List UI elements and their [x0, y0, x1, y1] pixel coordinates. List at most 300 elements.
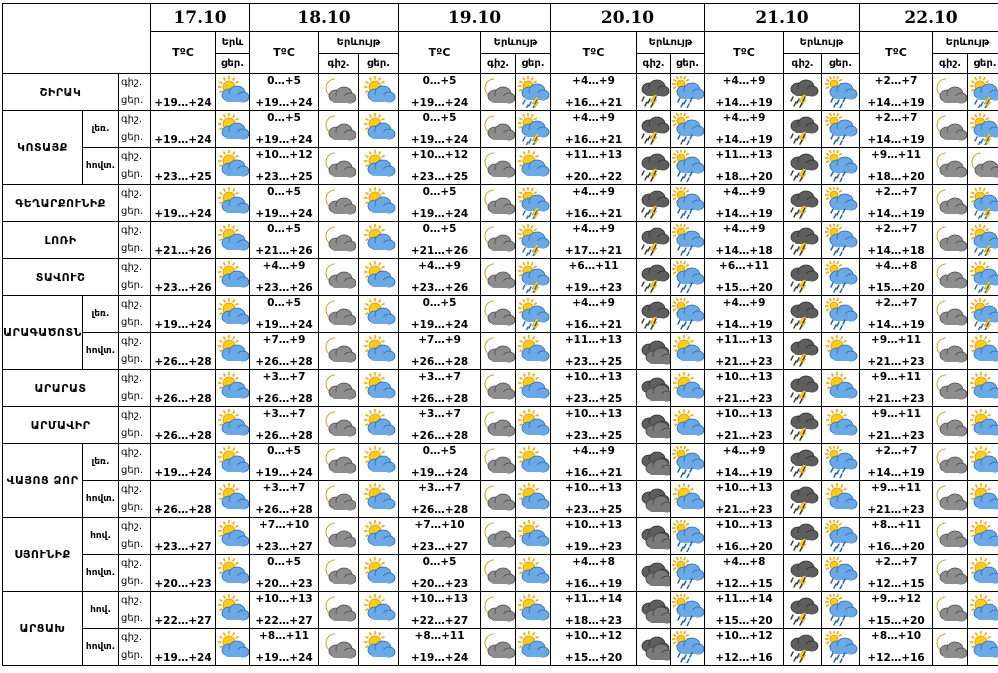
day-temperature: +15…+20: [715, 282, 773, 294]
sun-cloud-icon: [359, 74, 399, 111]
region-name: ԱՐՄԱՎԻՐ: [3, 407, 119, 444]
sun-cloud-icon: [516, 370, 551, 407]
night-temperature: +4…+9: [262, 260, 306, 272]
table-row: [3, 148, 998, 185]
temperature-cell: [151, 518, 216, 555]
rain-cloud-icon: [671, 444, 705, 481]
sun-cloud-icon: [359, 259, 399, 296]
sun-cloud-icon: [516, 333, 551, 370]
moon-cloud-icon: [319, 481, 359, 518]
storm-dark-icon: [784, 518, 822, 555]
temperature-cell: [705, 259, 784, 296]
temperature-cell: [860, 259, 933, 296]
night-label: գիշ.: [121, 151, 143, 162]
night-temperature: 0…+5: [422, 112, 457, 124]
rain-cloud-icon: [671, 74, 705, 111]
rain-cloud-icon: [671, 555, 705, 592]
night-temperature: 0…+5: [422, 223, 457, 235]
day-temperature: +20…+23: [255, 578, 313, 590]
night-temperature: +8…+11: [259, 630, 310, 642]
storm-dark-icon: [637, 74, 671, 111]
day-temperature: +19…+24: [410, 467, 469, 479]
zone-label: հովտ.: [83, 555, 119, 592]
night-temperature: +10…+13: [715, 408, 773, 420]
night-temperature: +4…+9: [722, 186, 766, 198]
day-temperature: +18…+20: [867, 171, 925, 183]
night-temperature: +4…+9: [722, 112, 766, 124]
temperature-cell: [551, 555, 637, 592]
temperature-cell: [551, 444, 637, 481]
day-temperature: +21…+23: [715, 504, 773, 516]
night-temperature: 0…+5: [267, 75, 301, 87]
dark-cloud-icon: [637, 444, 671, 481]
rain-cloud-icon: [822, 222, 860, 259]
temperature-cell: [250, 518, 319, 555]
day-temperature: +23…+27: [410, 541, 469, 553]
storm-sun-icon: [516, 185, 551, 222]
temperature-cell: [399, 592, 481, 629]
day-temperature: +19…+24: [255, 467, 313, 479]
night-label: գիշ.: [121, 336, 143, 347]
weather-header: Երևույթ: [933, 32, 998, 54]
night-temperature: +9…+12: [871, 593, 922, 605]
day-label: ցեր.: [121, 465, 144, 476]
moon-cloud-icon: [481, 592, 516, 629]
day-temperature: +26…+28: [255, 430, 313, 442]
storm-dark-icon: [784, 74, 822, 111]
day-temperature: +19…+24: [410, 208, 469, 220]
sun-cloud-icon: [968, 555, 998, 592]
day-temperature: +19…+24: [154, 97, 212, 109]
night-temperature: +8…+11: [871, 519, 922, 531]
night-temperature: +4…+9: [572, 297, 615, 309]
day-temperature: +26…+28: [255, 393, 313, 405]
day-temperature: +16…+20: [715, 541, 773, 553]
zone-label: հովտ.: [83, 148, 119, 185]
temperature-cell: [705, 111, 784, 148]
table-row: [3, 370, 998, 407]
moon-cloud-icon: [319, 444, 359, 481]
day-temperature: +23…+26: [154, 282, 212, 294]
night-label: գիշ.: [121, 558, 143, 569]
sun-cloud-icon: [516, 481, 551, 518]
storm-sun-icon: [968, 296, 998, 333]
night-header: գիշ.: [319, 54, 359, 74]
temperature-cell: [705, 518, 784, 555]
night-temperature: +6…+11: [719, 260, 770, 272]
table-row: [3, 407, 998, 444]
rain-cloud-icon: [671, 518, 705, 555]
rain-cloud-icon: [822, 518, 860, 555]
night-label: գիշ.: [121, 595, 143, 606]
night-label: գիշ.: [121, 410, 143, 421]
day-temperature: +14…+19: [867, 134, 925, 146]
temperature-cell: [860, 407, 933, 444]
night-temperature: +2…+7: [874, 75, 918, 87]
temperature-cell: [151, 111, 216, 148]
sun-cloud-icon: [516, 444, 551, 481]
temperature-cell: [399, 259, 481, 296]
temperature-cell: [551, 222, 637, 259]
storm-dark-icon: [784, 185, 822, 222]
temperature-cell: [151, 444, 216, 481]
night-day-labels: [119, 333, 151, 370]
storm-dark-icon: [637, 111, 671, 148]
night-temperature: +8…+11: [414, 630, 465, 642]
night-header: գիշ.: [481, 54, 516, 74]
night-temperature: +11…+13: [564, 334, 623, 346]
night-day-labels: [119, 370, 151, 407]
zone-label: լեռ.: [83, 296, 119, 333]
moon-cloud-icon: [481, 333, 516, 370]
temperature-cell: [705, 185, 784, 222]
sun-cloud-icon: [359, 592, 399, 629]
day-temperature: +21…+23: [715, 393, 773, 405]
table-row: [3, 629, 998, 666]
night-temperature: 0…+5: [267, 556, 301, 568]
rain-cloud-icon: [671, 296, 705, 333]
day-temperature: +14…+19: [867, 467, 925, 479]
day-temperature: +14…+19: [867, 208, 925, 220]
day-temperature: +23…+25: [154, 171, 212, 183]
night-temperature: +9…+11: [871, 149, 922, 161]
temperature-cell: [399, 407, 481, 444]
sun-cloud-icon: [359, 222, 399, 259]
temperature-cell: [551, 629, 637, 666]
temperature-cell: [705, 296, 784, 333]
moon-cloud-icon: [319, 407, 359, 444]
date-header: 21.10: [705, 4, 860, 32]
day-temperature: +26…+28: [255, 504, 313, 516]
temperature-cell: [860, 296, 933, 333]
table-row: [3, 296, 998, 333]
sun-cloud-icon: [671, 333, 705, 370]
rain-cloud-icon: [671, 148, 705, 185]
sun-cloud-icon: [216, 481, 250, 518]
day-temperature: +26…+28: [410, 504, 469, 516]
day-temperature: +16…+21: [564, 208, 623, 220]
region-name: ԱՐՑԱԽ: [3, 592, 83, 666]
sun-cloud-icon: [216, 296, 250, 333]
moon-cloud-icon: [319, 555, 359, 592]
storm-sun-icon: [968, 222, 998, 259]
temperature-cell: [250, 333, 319, 370]
temp-header: TºC: [151, 32, 216, 74]
temperature-cell: [399, 518, 481, 555]
day-temperature: +14…+19: [715, 467, 773, 479]
day-temperature: +19…+24: [410, 97, 469, 109]
rain-cloud-icon: [822, 629, 860, 666]
rain-cloud-icon: [822, 74, 860, 111]
moon-cloud-icon: [933, 592, 968, 629]
temperature-cell: [705, 222, 784, 259]
moon-cloud-icon: [481, 148, 516, 185]
moon-cloud-icon: [319, 296, 359, 333]
night-temperature: +3…+7: [262, 482, 306, 494]
sun-cloud-icon: [968, 629, 998, 666]
night-label: գիշ.: [121, 262, 143, 273]
day-temperature: +22…+27: [154, 615, 212, 627]
night-temperature: +7…+10: [259, 519, 310, 531]
temperature-cell: [399, 148, 481, 185]
sun-cloud-icon: [216, 592, 250, 629]
day-temperature: +23…+25: [255, 171, 313, 183]
day-temperature: +19…+24: [154, 208, 212, 220]
moon-cloud-icon: [481, 629, 516, 666]
storm-dark-icon: [784, 259, 822, 296]
day-temperature: +20…+23: [410, 578, 469, 590]
region-name: ՏԱՎՈՒՇ: [3, 259, 119, 296]
night-label: գիշ.: [121, 447, 143, 458]
night-temperature: +4…+9: [572, 112, 615, 124]
moon-cloud-icon: [319, 222, 359, 259]
day-temperature: +14…+19: [715, 319, 773, 331]
day-label: ցեր.: [121, 428, 144, 439]
temperature-cell: [860, 370, 933, 407]
temperature-cell: [860, 111, 933, 148]
day-temperature: +23…+26: [255, 282, 313, 294]
night-label: գիշ.: [121, 484, 143, 495]
sun-cloud-icon: [216, 148, 250, 185]
night-temperature: +10…+13: [715, 371, 773, 383]
moon-cloud-icon: [319, 370, 359, 407]
sun-cloud-icon: [216, 407, 250, 444]
temperature-cell: [551, 407, 637, 444]
region-name: ԳԵՂԱՐՔՈՒՆԻՔ: [3, 185, 119, 222]
weather-header: Երևույթ: [319, 32, 399, 54]
forecast-table: [2, 3, 998, 666]
day-temperature: +19…+23: [564, 282, 623, 294]
storm-dark-icon: [637, 148, 671, 185]
day-temperature: +16…+21: [564, 319, 623, 331]
temp-header: TºC: [551, 32, 637, 74]
rain-cloud-icon: [822, 148, 860, 185]
sun-cloud-icon: [671, 481, 705, 518]
rain-cloud-icon: [822, 592, 860, 629]
storm-dark-icon: [784, 111, 822, 148]
night-temperature: 0…+5: [422, 75, 457, 87]
day-temperature: +21…+23: [867, 393, 925, 405]
temperature-cell: [250, 592, 319, 629]
day-label: ցեր.: [121, 391, 144, 402]
night-temperature: +7…+10: [414, 519, 465, 531]
zone-label: հովտ.: [83, 481, 119, 518]
day-header: ցեր.: [516, 54, 551, 74]
day-temperature: +12…+16: [715, 652, 773, 664]
sun-cloud-icon: [671, 407, 705, 444]
sun-cloud-icon: [516, 407, 551, 444]
day-temperature: +15…+20: [564, 652, 623, 664]
day-temperature: +14…+18: [715, 245, 773, 257]
sun-cloud-icon: [216, 185, 250, 222]
day-temperature: +12…+15: [715, 578, 773, 590]
temperature-cell: [705, 592, 784, 629]
temperature-cell: [860, 481, 933, 518]
day-temperature: +19…+24: [255, 97, 313, 109]
sun-cloud-icon: [216, 259, 250, 296]
temperature-cell: [399, 222, 481, 259]
temperature-cell: [399, 296, 481, 333]
day-label: ցեր.: [121, 317, 144, 328]
day-temperature: +21…+26: [255, 245, 313, 257]
moon-cloud-icon: [481, 222, 516, 259]
day-temperature: +23…+25: [410, 171, 469, 183]
sun-cloud-icon: [516, 518, 551, 555]
zone-label: լեռ.: [83, 444, 119, 481]
day-temperature: +14…+19: [867, 319, 925, 331]
moon-cloud-icon: [968, 148, 998, 185]
date-header: 20.10: [551, 4, 705, 32]
temperature-cell: [151, 296, 216, 333]
night-temperature: +10…+13: [715, 482, 773, 494]
temperature-cell: [551, 592, 637, 629]
rain-cloud-icon: [671, 629, 705, 666]
night-temperature: 0…+5: [422, 445, 457, 457]
night-temperature: +4…+9: [722, 223, 766, 235]
night-temperature: +2…+7: [874, 445, 918, 457]
temperature-cell: [250, 370, 319, 407]
night-temperature: +2…+7: [874, 112, 918, 124]
sun-cloud-icon: [822, 407, 860, 444]
moon-cloud-icon: [933, 555, 968, 592]
night-label: գիշ.: [121, 77, 143, 88]
table-row: [3, 592, 998, 629]
moon-cloud-icon: [933, 259, 968, 296]
night-temperature: 0…+5: [422, 556, 457, 568]
day-temperature: +15…+20: [715, 615, 773, 627]
night-temperature: +4…+8: [874, 260, 918, 272]
temperature-cell: [151, 481, 216, 518]
day-header: ցեր.: [671, 54, 705, 74]
moon-cloud-icon: [933, 444, 968, 481]
moon-cloud-icon: [481, 185, 516, 222]
temperature-cell: [551, 481, 637, 518]
day-label: ցեր.: [121, 132, 144, 143]
night-label: գիշ.: [121, 373, 143, 384]
storm-sun-icon: [968, 74, 998, 111]
day-header: ցեր.: [968, 54, 998, 74]
table-row: [3, 74, 998, 111]
night-temperature: +10…+12: [255, 149, 313, 161]
day-temperature: +21…+23: [867, 504, 925, 516]
sun-cloud-icon: [968, 370, 998, 407]
day-temperature: +14…+19: [715, 208, 773, 220]
sun-cloud-icon: [822, 333, 860, 370]
day-temperature: +21…+23: [715, 430, 773, 442]
day-temperature: +19…+24: [255, 319, 313, 331]
day-temperature: +16…+21: [564, 97, 623, 109]
day-temperature: +21…+26: [154, 245, 212, 257]
dark-cloud-icon: [637, 555, 671, 592]
day-label: ցեր.: [121, 502, 144, 513]
day-header: ցեր.: [822, 54, 860, 74]
temperature-cell: [860, 518, 933, 555]
night-temperature: +4…+9: [722, 75, 766, 87]
storm-dark-icon: [784, 333, 822, 370]
night-temperature: +7…+9: [262, 334, 306, 346]
night-temperature: +8…+10: [871, 630, 922, 642]
night-temperature: +3…+7: [418, 408, 461, 420]
sun-cloud-icon: [216, 74, 250, 111]
storm-dark-icon: [784, 296, 822, 333]
storm-dark-icon: [637, 259, 671, 296]
moon-cloud-icon: [319, 74, 359, 111]
temperature-cell: [151, 74, 216, 111]
temp-header: TºC: [250, 32, 319, 74]
rain-cloud-icon: [822, 111, 860, 148]
day-temperature: +18…+23: [564, 615, 623, 627]
night-header: գիշ.: [784, 54, 822, 74]
temperature-cell: [860, 185, 933, 222]
sun-cloud-icon: [822, 481, 860, 518]
date-header: 18.10: [250, 4, 399, 32]
rain-cloud-icon: [671, 259, 705, 296]
day-label: ցեր.: [121, 206, 144, 217]
temperature-cell: [705, 148, 784, 185]
day-temperature: +19…+24: [255, 134, 313, 146]
temp-header: TºC: [860, 32, 933, 74]
night-day-labels: [119, 518, 151, 555]
day-temperature: +26…+28: [154, 504, 212, 516]
night-temperature: 0…+5: [267, 223, 301, 235]
day-temperature: +23…+25: [564, 430, 623, 442]
storm-sun-icon: [516, 111, 551, 148]
sun-cloud-icon: [516, 148, 551, 185]
sun-cloud-icon: [359, 555, 399, 592]
night-day-labels: [119, 444, 151, 481]
day-temperature: +23…+25: [564, 393, 623, 405]
temperature-cell: [551, 111, 637, 148]
night-temperature: +11…+14: [715, 593, 773, 605]
sun-cloud-icon: [359, 185, 399, 222]
region-name: ՇԻՐԱԿ: [3, 74, 119, 111]
day-temperature: +21…+23: [867, 430, 925, 442]
storm-sun-icon: [516, 222, 551, 259]
temperature-cell: [551, 518, 637, 555]
temperature-cell: [705, 74, 784, 111]
storm-dark-icon: [784, 148, 822, 185]
rain-cloud-icon: [822, 185, 860, 222]
day-temperature: +23…+26: [410, 282, 469, 294]
temperature-cell: [705, 407, 784, 444]
day-label: ցեր.: [121, 280, 144, 291]
dark-cloud-icon: [637, 370, 671, 407]
sun-cloud-icon: [216, 222, 250, 259]
dark-cloud-icon: [637, 407, 671, 444]
night-label: գիշ.: [121, 225, 143, 236]
moon-cloud-icon: [933, 148, 968, 185]
night-label: գիշ.: [121, 299, 143, 310]
temperature-cell: [399, 111, 481, 148]
day-temperature: +14…+19: [715, 134, 773, 146]
night-temperature: +10…+13: [255, 593, 313, 605]
corner-cell: [3, 4, 151, 74]
temperature-cell: [250, 555, 319, 592]
weather-header: Երև: [216, 32, 250, 54]
night-temperature: +3…+7: [262, 408, 306, 420]
night-temperature: +10…+13: [564, 482, 623, 494]
sun-cloud-icon: [968, 481, 998, 518]
moon-cloud-icon: [319, 259, 359, 296]
table-row: [3, 444, 998, 481]
day-temperature: +23…+25: [564, 504, 623, 516]
temperature-cell: [860, 333, 933, 370]
temperature-cell: [551, 148, 637, 185]
moon-cloud-icon: [933, 222, 968, 259]
temperature-cell: [151, 407, 216, 444]
night-temperature: +2…+7: [874, 223, 918, 235]
night-temperature: +2…+7: [874, 556, 918, 568]
